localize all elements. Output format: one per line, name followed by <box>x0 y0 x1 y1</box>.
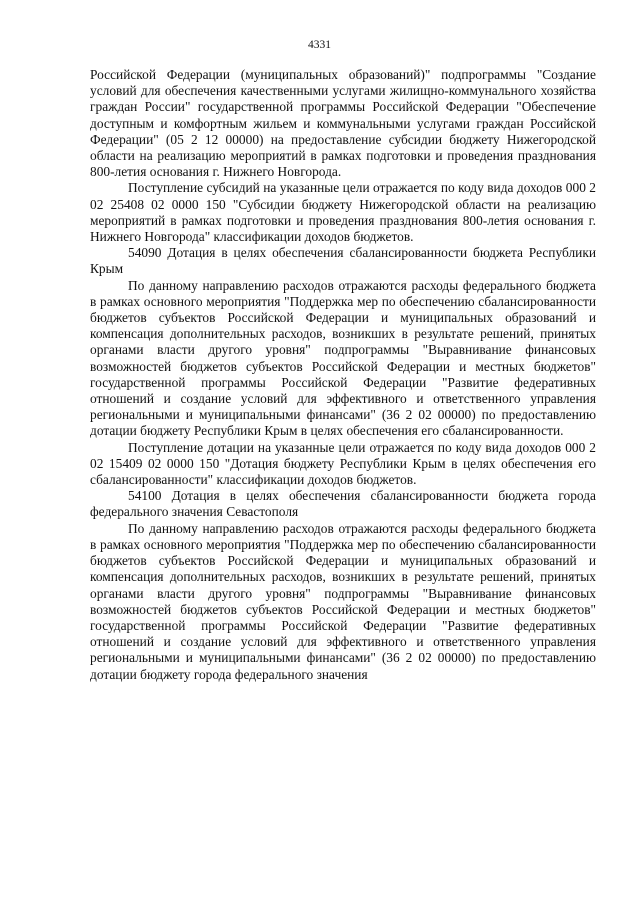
paragraph: По данному направлению расходов отражаются расходы федерального бюджета в рамках основного мероприятия "Поддержка мер по обеспечению сбалансированности бюджетов субъектов Российской Федерации и муниципальных образований и компенсация дополнительных расходов, возникших в результате решений, принятых органами власти другого уровня" подпрограммы "Выравнивание финансовых возможностей бюджетов субъектов Российской Федерации и местных бюджетов" государственной программы Российской Федерации "Развитие федеративных отношений и создание условий для эффективного и ответственного управления региональными и муниципальными финансами" (36 2 02 00000) по предоставлению дотации бюджету города федерального значения <box>90 520 596 682</box>
section-heading-54100: 54100 Дотация в целях обеспечения сбалансированности бюджета города федерального значения Севастополя <box>90 488 596 520</box>
paragraph: По данному направлению расходов отражаются расходы федерального бюджета в рамках основного мероприятия "Поддержка мер по обеспечению сбалансированности бюджетов субъектов Российской Федерации и муниципальных образований и компенсация дополнительных расходов, возникших в результате решений, принятых органами власти другого уровня" подпрограммы "Выравнивание финансовых возможностей бюджетов субъектов Российской Федерации и местных бюджетов" государственной программы Российской Федерации "Развитие федеративных отношений и создание условий для эффективного и ответственного управления региональными и муниципальными финансами" (36 2 02 00000) по предоставлению дотации бюджету Республики Крым в целях обеспечения его сбалансированности. <box>90 277 596 439</box>
paragraph: Поступление субсидий на указанные цели отражается по коду вида доходов 000 2 02 25408 02 0000 150 "Субсидии бюджету Нижегородской области на реализацию мероприятий в рамках подготовки и проведения празднования 800-летия основания г. Нижнего Новгорода" классификации доходов бюджетов. <box>90 180 596 245</box>
page-number: 4331 <box>308 39 331 51</box>
paragraph-continuation: Российской Федерации (муниципальных образований)" подпрограммы "Создание условий для обеспечения качественными услугами жилищно-коммунального хозяйства граждан России" государственной программы Российской Федерации "Обеспечение доступным и комфортным жильем и коммунальными услугами граждан Российской Федерации" (05 2 12 00000) на предоставление субсидии бюджету Нижегородской области на реализацию мероприятий в рамках подготовки и проведения празднования 800-летия основания г. Нижнего Новгорода. <box>90 67 596 180</box>
paragraph: Поступление дотации на указанные цели отражается по коду вида доходов 000 2 02 15409 02 0000 150 "Дотация бюджету Республики Крым в целях обеспечения его сбалансированности" классификации доходов бюджетов. <box>90 439 596 488</box>
document-body <box>90 67 596 683</box>
section-heading-54090: 54090 Дотация в целях обеспечения сбалансированности бюджета Республики Крым <box>90 245 596 277</box>
